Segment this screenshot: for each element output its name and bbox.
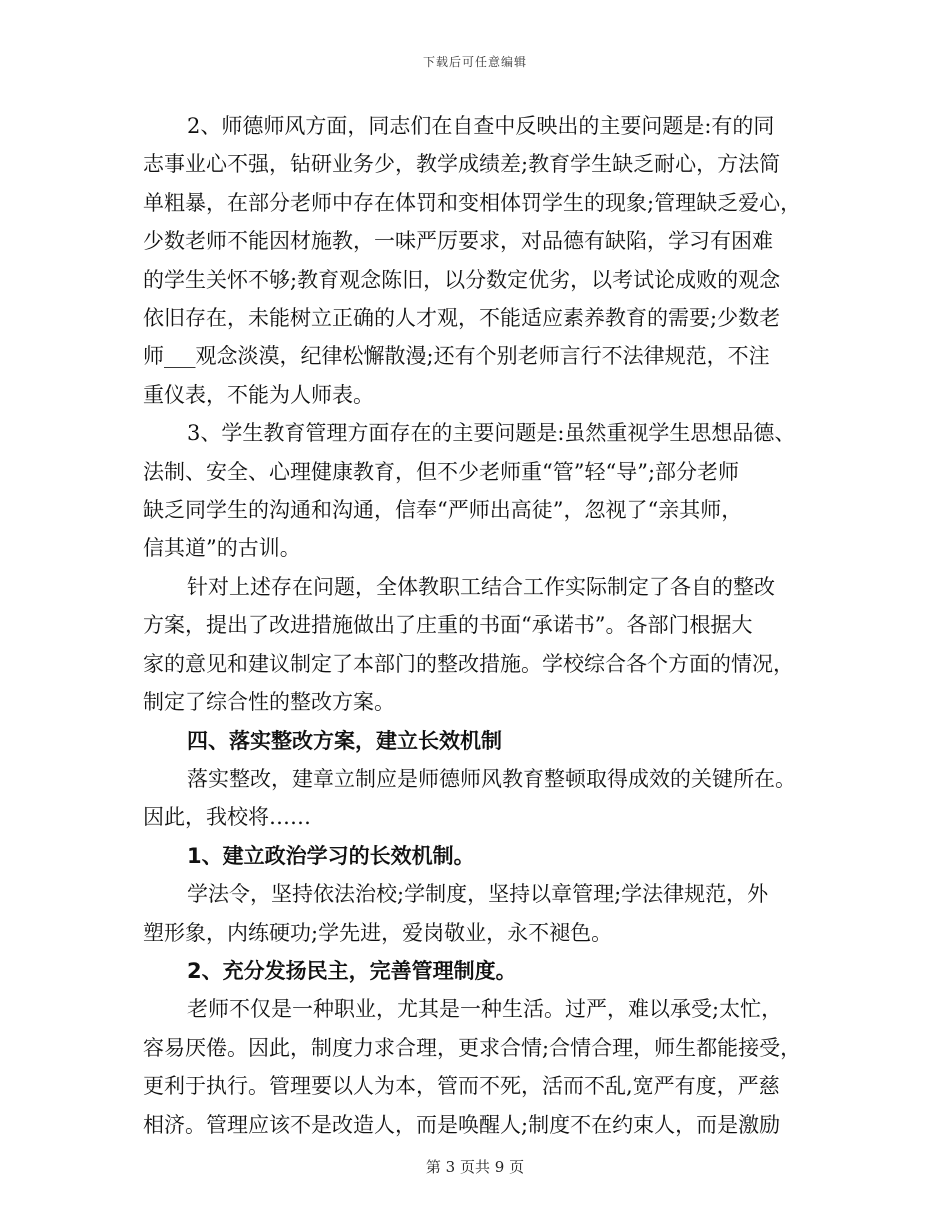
text-line: 因此，我校将……: [143, 805, 311, 830]
text-line: 3、学生教育管理方面存在的主要问题是:虽然重视学生思想品德、: [187, 421, 796, 446]
text-line: 信其道”的古训。: [143, 536, 301, 561]
paragraph-teacher-ethics: [143, 107, 815, 414]
text-line: 少数老师不能因材施教，一味严厉要求，对品德有缺陷，学习有困难: [143, 229, 773, 254]
paragraph-rectification-plan: [143, 568, 815, 722]
text-line: 2、师德师风方面，同志们在自查中反映出的主要问题是:有的同: [187, 114, 775, 138]
text-line: 相济。管理应该不是改造人，而是唤醒人;制度不在约束人，而是激励: [143, 1112, 781, 1137]
text-line: 的学生关怀不够;教育观念陈旧，以分数定优劣，以考试论成败的观念: [143, 267, 781, 292]
text-line: 单粗暴，在部分老师中存在体罚和变相体罚学生的现象;管理缺乏爱心，: [143, 190, 802, 215]
text-line: 重仪表，不能为人师表。: [143, 382, 374, 407]
document-body: [143, 107, 815, 1144]
text-line: 家的意见和建议制定了本部门的整改措施。学校综合各个方面的情况，: [143, 651, 794, 676]
section-heading-4: 四、落实整改方案，建立长效机制: [187, 728, 502, 753]
text-line: 针对上述存在问题，全体教职工结合工作实际制定了各自的整改: [187, 574, 775, 599]
subheading-democracy: 2、充分发扬民主，完善管理制度。: [187, 958, 517, 983]
text-line: 志事业心不强，钻研业务少，教学成绩差;教育学生缺乏耐心，方法简: [143, 152, 781, 177]
paragraph-political-study: [143, 875, 815, 952]
paragraph-implementation: [143, 760, 815, 837]
text-line: 方案，提出了改进措施做出了庄重的书面“承诺书”。各部门根据大: [143, 613, 753, 638]
text-line: 更利于执行。管理要以人为本，管而不死，活而不乱,宽严有度，严慈: [143, 1074, 780, 1099]
page-header: 下载后可任意编辑: [422, 55, 527, 69]
text-line: 师___观念淡漠，纪律松懈散漫;还有个别老师言行不法律规范，不注: [143, 344, 770, 369]
page-footer: 第 3 页共 9 页: [425, 1158, 525, 1176]
text-line: 老师不仅是一种职业，尤其是一种生活。过严，难以承受;太忙，: [187, 997, 783, 1022]
text-line: 缺乏同学生的沟通和沟通，信奉“严师出高徒”，忽视了“亲其师，: [143, 498, 743, 523]
text-line: 容易厌倦。因此，制度力求合理，更求合情;合情合理，师生都能接受，: [143, 1035, 802, 1060]
subheading-political-study: 1、建立政治学习的长效机制。: [187, 843, 475, 868]
paragraph-democracy: [143, 990, 815, 1144]
text-line: 制定了综合性的整改方案。: [143, 690, 395, 715]
text-line: 学法令，坚持依法治校;学制度，坚持以章管理;学法律规范，外: [187, 882, 769, 907]
text-line: 依旧存在，未能树立正确的人才观，不能适应素养教育的需要;少数老: [143, 306, 781, 331]
text-line: 法制、安全、心理健康教育，但不少老师重“管”轻“导”;部分老师: [143, 459, 740, 484]
text-line: 落实整改，建章立制应是师德师风教育整顿取得成效的关键所在。: [187, 766, 796, 791]
text-line: 塑形象，内练硬功;学先进，爱岗敬业，永不褪色。: [143, 920, 613, 945]
paragraph-student-management: [143, 414, 815, 568]
